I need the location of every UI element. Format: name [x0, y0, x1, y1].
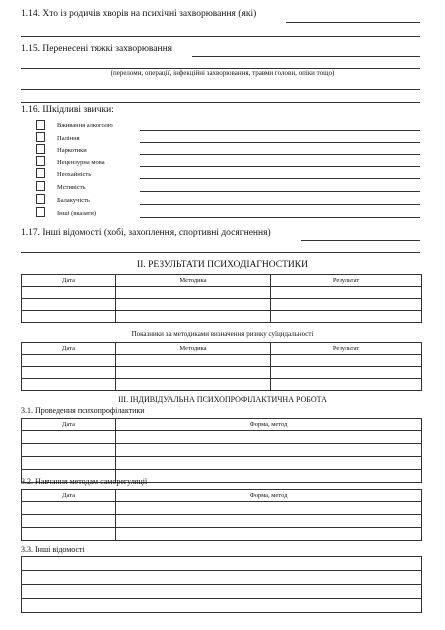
- table-cell[interactable]: [116, 457, 422, 470]
- table-cell[interactable]: [116, 502, 422, 515]
- table-cell[interactable]: [271, 311, 422, 323]
- table-cell[interactable]: [22, 379, 116, 391]
- habit-line-talkativeness[interactable]: [140, 204, 420, 205]
- table-cell[interactable]: [271, 299, 422, 311]
- table-cell[interactable]: [271, 367, 422, 379]
- table-cell[interactable]: [116, 287, 271, 299]
- table-cell[interactable]: [22, 367, 116, 379]
- other-info-table: [21, 556, 422, 613]
- habit-line-other[interactable]: [140, 217, 420, 218]
- habit-checkbox-smoking[interactable]: [36, 132, 45, 142]
- table-cell[interactable]: [271, 379, 422, 391]
- table-cell[interactable]: [22, 299, 116, 311]
- habit-checkbox-drugs[interactable]: [36, 144, 45, 154]
- table-cell[interactable]: [116, 470, 422, 483]
- col-header-method: Методика: [116, 275, 271, 287]
- col-header-date: Дата: [22, 275, 116, 287]
- table-cell[interactable]: [116, 528, 422, 541]
- table-row: [22, 502, 422, 515]
- habit-line-smoking[interactable]: [140, 142, 420, 143]
- habit-line-alcohol[interactable]: [140, 130, 420, 131]
- table-row: [22, 355, 422, 367]
- habit-line-untidiness[interactable]: [140, 178, 420, 179]
- table-row: [22, 379, 422, 391]
- col-header-date: Дата: [22, 343, 116, 355]
- table-cell[interactable]: [116, 299, 271, 311]
- table-cell[interactable]: [116, 379, 271, 391]
- habit-checkbox-other[interactable]: [36, 207, 45, 217]
- table-cell[interactable]: [22, 355, 116, 367]
- habit-line-profanity[interactable]: [140, 166, 420, 167]
- table-row: [22, 585, 422, 599]
- section-2-title: ІІ. РЕЗУЛЬТАТИ ПСИХОДІАГНОСТИКИ: [137, 260, 308, 270]
- habit-label-alcohol: Вживання алкоголю: [57, 122, 113, 129]
- table-row: [22, 431, 422, 444]
- psychoprophylaxis-table: [21, 418, 422, 483]
- table-header-row: [22, 490, 422, 502]
- habit-checkbox-profanity[interactable]: [36, 156, 45, 166]
- habit-checkbox-alcohol[interactable]: [36, 120, 45, 130]
- table-header-row: [22, 419, 422, 431]
- habit-line-drugs[interactable]: [140, 154, 420, 155]
- q115-answer-line-1[interactable]: [192, 56, 420, 57]
- table-cell[interactable]: [22, 528, 116, 541]
- q117-answer-line-2[interactable]: [21, 252, 420, 253]
- table-row: [22, 444, 422, 457]
- table-cell[interactable]: [22, 457, 116, 470]
- table-cell[interactable]: [271, 355, 422, 367]
- table-header-row: [22, 275, 422, 287]
- col-header-date: Дата: [22, 419, 116, 431]
- table-row: [22, 299, 422, 311]
- q115-hint: (переломи, операції, інфекційні захворювання, травми голови, опіки тощо): [110, 69, 335, 77]
- table-cell[interactable]: [22, 557, 422, 571]
- q115-answer-line-3[interactable]: [21, 89, 420, 90]
- table-row: [22, 557, 422, 571]
- table-cell[interactable]: [116, 367, 271, 379]
- table-header-row: [22, 343, 422, 355]
- suicide-risk-table: [21, 342, 422, 391]
- q117-label: 1.17. Інші відомості (хобі, захоплення, спортивні досягнення): [21, 228, 271, 238]
- section-3-title: ІІІ. ІНДИВІДУАЛЬНА ПСИХОПРОФІЛАКТИЧНА РОБОТА: [118, 395, 327, 404]
- table-row: [22, 528, 422, 541]
- q116-label: 1.16. Шкідливі звички:: [21, 105, 114, 115]
- q115-label: 1.15. Перенесені тяжкі захворювання: [21, 44, 173, 54]
- col-header-form-method: Форма, метод: [116, 490, 422, 502]
- habit-label-other: Інші (вказати): [57, 210, 97, 217]
- table-row: [22, 311, 422, 323]
- suicide-risk-subtitle: Показники за методиками визначення ризику суїцидальності: [131, 330, 314, 338]
- habit-label-vindictiveness: Мстивість: [57, 184, 86, 191]
- table-cell[interactable]: [22, 599, 422, 613]
- self-regulation-table: [21, 489, 422, 541]
- table-cell[interactable]: [116, 444, 422, 457]
- table-cell[interactable]: [22, 311, 116, 323]
- table-row: [22, 599, 422, 613]
- habit-label-untidiness: Неохайність: [57, 171, 92, 178]
- q117-answer-line-1[interactable]: [301, 240, 420, 241]
- section-3-2-title: 3.2. Навчання методам саморегуляції: [21, 477, 148, 486]
- q114-answer-line-1[interactable]: [286, 22, 420, 23]
- table-cell[interactable]: [271, 287, 422, 299]
- table-cell[interactable]: [22, 585, 422, 599]
- table-cell[interactable]: [22, 502, 116, 515]
- col-header-result: Результат: [271, 343, 422, 355]
- q114-label: 1.14. Хто із родичів хворів на психічні захворювання (які): [21, 9, 257, 19]
- col-header-result: Результат: [271, 275, 422, 287]
- q115-answer-line-4[interactable]: [21, 102, 420, 103]
- section-3-3-title: 3.3. Інші відомості: [21, 545, 85, 554]
- habit-line-vindictiveness[interactable]: [140, 191, 420, 192]
- table-cell[interactable]: [22, 571, 422, 585]
- q114-answer-line-2[interactable]: [21, 36, 420, 37]
- table-row: [22, 571, 422, 585]
- habit-label-talkativeness: Балакучість: [57, 197, 90, 204]
- habit-checkbox-vindictiveness[interactable]: [36, 181, 45, 191]
- table-cell[interactable]: [116, 431, 422, 444]
- table-cell[interactable]: [116, 311, 271, 323]
- habit-checkbox-untidiness[interactable]: [36, 168, 45, 178]
- table-cell[interactable]: [116, 355, 271, 367]
- habit-checkbox-talkativeness[interactable]: [36, 194, 45, 204]
- table-cell[interactable]: [22, 444, 116, 457]
- table-row: [22, 287, 422, 299]
- table-cell[interactable]: [22, 515, 116, 528]
- habit-label-drugs: Наркотики: [57, 147, 87, 154]
- section-3-1-title: 3.1. Проведення психопрофілактики: [21, 406, 145, 415]
- table-cell[interactable]: [116, 515, 422, 528]
- table-row: [22, 367, 422, 379]
- col-header-date: Дата: [22, 490, 116, 502]
- table-cell[interactable]: [22, 431, 116, 444]
- table-row: [22, 457, 422, 470]
- col-header-method: Методика: [116, 343, 271, 355]
- table-row: [22, 515, 422, 528]
- habit-label-profanity: Нецензурна мова: [57, 159, 105, 166]
- table-cell[interactable]: [22, 287, 116, 299]
- diagnostics-table: [21, 274, 422, 323]
- col-header-form-method: Форма, метод: [116, 419, 422, 431]
- habit-label-smoking: Паління: [57, 135, 80, 142]
